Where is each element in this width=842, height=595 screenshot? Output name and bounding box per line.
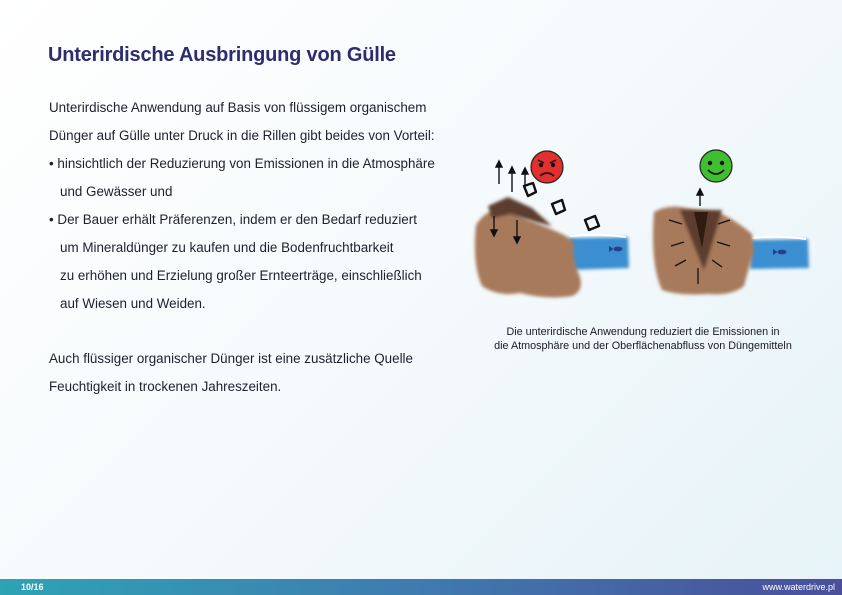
bullet-farmer: • Der Bauer erhält Präferenzen, indem er den Bedarf reduziert	[49, 212, 417, 227]
water-right	[750, 239, 809, 269]
body-text	[49, 94, 469, 401]
emission-arrows-up	[496, 161, 528, 192]
injection-illustration	[468, 140, 838, 315]
footer-bar	[0, 579, 842, 595]
bullet-continuation: und Gewässer und	[60, 184, 173, 199]
bullet-continuation: auf Wiesen und Weiden.	[60, 296, 206, 311]
figure-caption	[468, 325, 818, 353]
water-left	[568, 237, 629, 270]
sad-face-icon	[531, 151, 563, 183]
bullet-emissions: • hinsichtlich der Reduzierung von Emissionen in die Atmosphäre	[49, 156, 435, 171]
soil-left	[475, 209, 581, 297]
water-right-surface	[752, 237, 806, 239]
slide-title: Unterirdische Ausbringung von Gülle	[48, 44, 396, 66]
caption-line: die Atmosphäre und der Oberflächenabfluss von Düngemitteln	[494, 340, 792, 352]
closing-line: Feuchtigkeit in trockenen Jahreszeiten.	[49, 379, 282, 394]
intro-line: Unterirdische Anwendung auf Basis von flüssigem organischem	[49, 100, 427, 115]
page-number: 10/16	[21, 582, 44, 592]
caption-line: Die unterirdische Anwendung reduziert die Emissionen in	[506, 326, 780, 338]
intro-line: Dünger auf Gülle unter Druck in die Rillen gibt beides von Vorteil:	[49, 128, 435, 143]
closing-line: Auch flüssiger organischer Dünger ist eine zusätzliche Quelle	[49, 351, 413, 366]
right-panel	[653, 150, 809, 295]
water-left-surface	[570, 235, 626, 237]
left-panel	[475, 151, 629, 297]
bullet-continuation: um Mineraldünger zu kaufen und die Bodenfruchtbarkeit	[60, 240, 394, 255]
emission-arrow-up	[697, 189, 703, 206]
bullet-continuation: zu erhöhen und Erzielung großer Ernteerträge, einschließlich	[60, 268, 422, 283]
website-link[interactable]: www.waterdrive.pl	[762, 582, 835, 592]
happy-face-icon	[700, 150, 732, 182]
